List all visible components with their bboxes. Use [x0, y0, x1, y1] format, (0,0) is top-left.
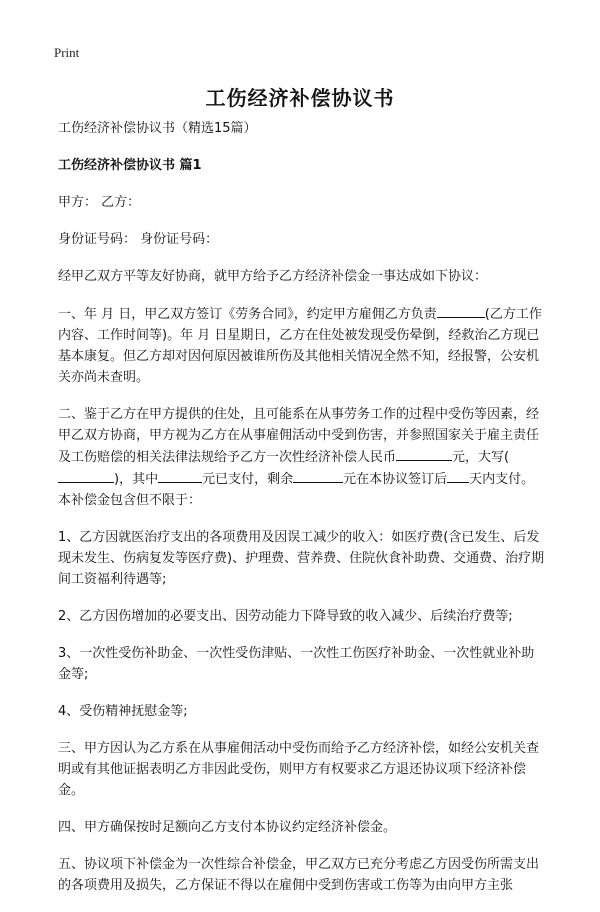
clause-2-part-d: 元已支付，剩余 — [202, 472, 294, 487]
clause-2-part-b: 元，大写( — [452, 450, 510, 465]
parties-line: 甲方： 乙方： — [58, 195, 141, 210]
blank-line — [293, 468, 343, 483]
clause-1-part-a: 一、年 月 日，甲乙双方签订《劳务合同》，约定甲方雇佣乙方负责 — [58, 307, 437, 322]
document-subtitle: 工伤经济补偿协议书（精选15篇） — [58, 121, 257, 136]
blank-line — [58, 468, 114, 483]
clause-3: 三、甲方因认为乙方系在从事雇佣活动中受伤而给予乙方经济补偿，如经公安机关查明或有其他证据表明乙方非因此受伤，则甲方有权要求乙方退还协议项下经济补偿金。 — [58, 741, 540, 798]
list-item-1: 1、乙方因就医治疗支出的各项费用及因误工减少的收入：如医疗费(含已发生、后发现未发生、伤病复发等医疗费)、护理费、营养费、住院伙食补助费、交通费、治疗期间工资福利待遇等; — [58, 530, 545, 587]
print-label[interactable]: Print — [54, 45, 80, 60]
clause-1-part-b: (乙方工作内容、工作时间等)。年 月 日星期日，乙方在住处被发现受伤晕倒，经救治乙方现已基本康复。但乙方却对因何原因被谁所伤及其他相关情况全然不知，经报警，公安机关亦尚未查明。 — [58, 307, 542, 385]
clause-5: 五、协议项下补偿金为一次性综合补偿金，甲乙双方已充分考虑乙方因受伤所需支出的各项费用及损失，乙方保证不得以在雇佣中受到伤害或工伤等为由向甲方主张 — [58, 857, 540, 893]
list-item-3: 3、一次性受伤补助金、一次性受伤津贴、一次性工伤医疗补助金、一次性就业补助金等; — [58, 646, 535, 682]
blank-line — [158, 468, 202, 483]
list-item-4: 4、受伤精神抚慰金等; — [58, 704, 188, 719]
section-heading: 工伤经济补偿协议书 篇1 — [58, 158, 202, 173]
clause-4: 四、甲方确保按时足额向乙方支付本协议约定经济补偿金。 — [58, 820, 397, 835]
blank-line — [396, 446, 452, 461]
list-item-2: 2、乙方因伤增加的必要支出、因劳动能力下降导致的收入减少、后续治疗费等; — [58, 609, 513, 624]
id-line: 身份证号码： 身份证号码： — [58, 232, 219, 247]
clause-1 — [58, 303, 546, 388]
clause-2-part-c: )，其中 — [114, 472, 159, 487]
clause-2-part-a: 二、鉴于乙方在甲方提供的住处，且可能系在从事劳务工作的过程中受伤等因素，经甲乙双方协商，甲方视为乙方在从事雇佣活动中受到伤害，并参照国家关于雇主责任及工伤赔偿的相关法律法规给予乙方一次性经济补偿人民币 — [58, 407, 540, 465]
clause-2-part-e: 元在本协议签订后 — [343, 472, 448, 487]
clause-2-part-f: 天内支付。本补偿金包含但不限于： — [58, 472, 535, 508]
clause-2 — [58, 404, 546, 511]
blank-line — [437, 303, 485, 318]
document-title: 工伤经济补偿协议书 — [205, 86, 395, 110]
blank-line — [447, 468, 469, 483]
intro-paragraph: 经甲乙双方平等友好协商，就甲方给予乙方经济补偿金一事达成如下协议： — [58, 269, 488, 284]
document-body — [58, 118, 546, 912]
